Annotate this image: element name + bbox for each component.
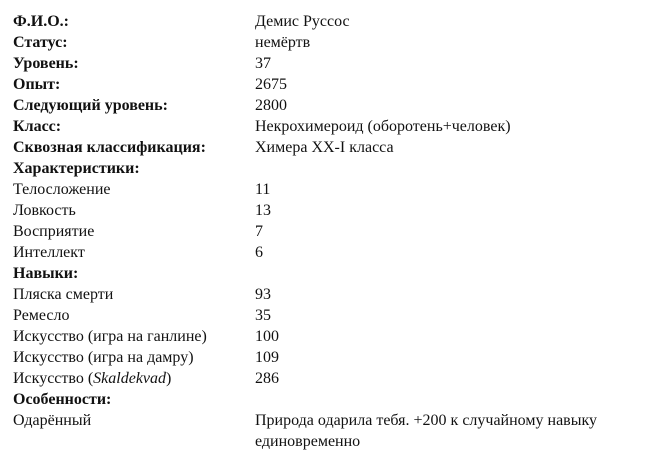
field-label: Следующий уровень:	[13, 97, 168, 114]
skill-row	[0, 326, 665, 347]
profile-row-classification	[0, 137, 665, 158]
characteristic-value: 7	[255, 223, 263, 240]
characteristic-label: Телосложение	[13, 181, 111, 198]
characteristic-value: 6	[255, 244, 263, 261]
profile-row-status	[0, 32, 665, 53]
skills-heading	[0, 263, 665, 284]
skill-label: Искусство (игра на ганлине)	[13, 328, 207, 345]
field-value: Химера XX-I класса	[255, 139, 394, 156]
characteristic-label: Ловкость	[13, 202, 76, 219]
skill-label: Ремесло	[13, 307, 70, 324]
section-heading: Особенности:	[13, 391, 112, 408]
field-value: немёртв	[255, 34, 311, 51]
characteristic-row	[0, 242, 665, 263]
field-value: 37	[255, 55, 271, 72]
field-label: Уровень:	[13, 55, 79, 72]
feature-label: Одарённый	[13, 412, 92, 429]
skill-value: 35	[255, 307, 271, 324]
characteristic-label: Интеллект	[13, 244, 85, 261]
profile-row-experience	[0, 74, 665, 95]
skill-value: 93	[255, 286, 271, 303]
skill-label: Искусство (игра на дамру)	[13, 349, 194, 366]
skill-row	[0, 368, 665, 389]
characteristics-heading	[0, 158, 665, 179]
skill-row	[0, 305, 665, 326]
skill-label-italic: Skaldekvad	[93, 370, 167, 387]
skill-value: 109	[255, 349, 279, 366]
profile-row-name	[0, 11, 665, 32]
field-label: Класс:	[13, 118, 62, 135]
field-label: Ф.И.О.:	[13, 13, 69, 30]
skill-label: Пляска смерти	[13, 286, 114, 303]
characteristic-row	[0, 221, 665, 242]
skill-label-suffix: )	[166, 370, 172, 387]
skill-label-prefix: Искусство (	[13, 370, 94, 387]
field-label: Сквозная классификация:	[13, 139, 206, 156]
feature-row	[0, 410, 665, 452]
feature-description: Природа одарила тебя. +200 к случайному навыку единовременно	[255, 412, 598, 450]
characteristic-row	[0, 179, 665, 200]
skill-value: 100	[255, 328, 279, 345]
characteristic-row	[0, 200, 665, 221]
profile-row-class	[0, 116, 665, 137]
field-value: Демис Руссос	[255, 13, 350, 30]
characteristic-value: 13	[255, 202, 271, 219]
section-heading: Характеристики:	[13, 160, 140, 177]
characteristic-label: Восприятие	[13, 223, 95, 240]
skill-label	[0, 368, 255, 389]
field-label: Статус:	[13, 34, 68, 51]
section-heading: Навыки:	[13, 265, 79, 282]
skill-row	[0, 284, 665, 305]
field-value: Некрохимероид (оборотень+человек)	[255, 118, 511, 135]
field-value: 2800	[255, 97, 287, 114]
profile-row-next-level	[0, 95, 665, 116]
skill-value: 286	[255, 370, 279, 387]
field-value: 2675	[255, 76, 287, 93]
features-heading	[0, 389, 665, 410]
skill-row	[0, 347, 665, 368]
field-label: Опыт:	[13, 76, 61, 93]
characteristic-value: 11	[255, 181, 271, 198]
profile-row-level	[0, 53, 665, 74]
